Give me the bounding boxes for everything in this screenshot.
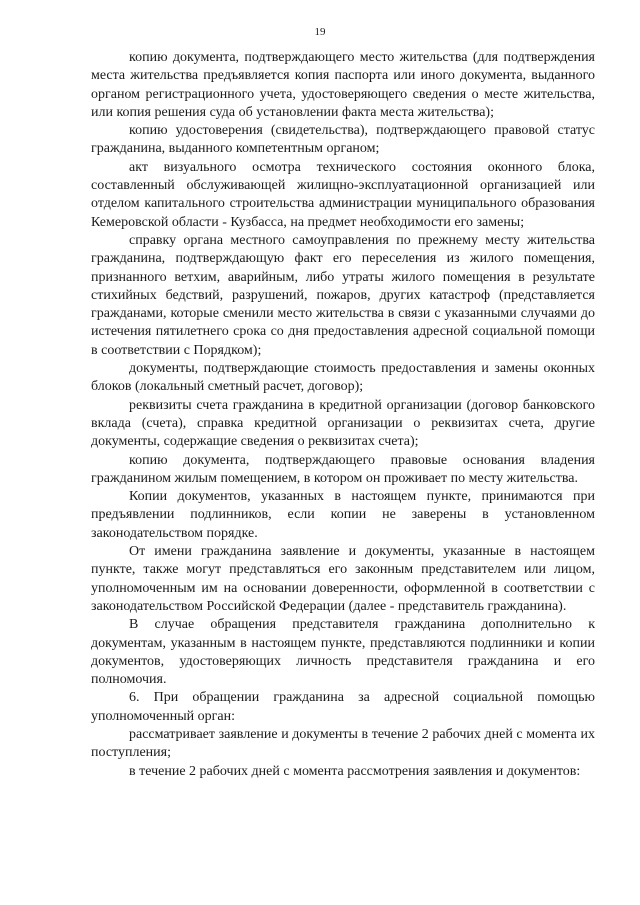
paragraph-bank-details: реквизиты счета гражданина в кредитной организации (договор банковского вклада (счета), справка кредитной организации о реквизитах счета, другие документы, содержащие сведения о реквизитах счета); [91,397,595,450]
paragraph-representative: От имени гражданина заявление и документы, указанные в настоящем пункте, также могут представляться его законным представителем или лицом, уполномоченным им на основании доверенности, оформленной в соответствии с законодательством Российской Федерации (далее - представитель гражданина). [91,544,595,614]
paragraph-residence-document: копию документа, подтверждающего место жительства (для подтверждения места жительства предъявляется копия паспорта или иного документа, выданного органом регистрационного учета, удостоверяющего сведения о месте жительства, или копия решения суда об установлении факта места жительства); [91,50,595,120]
paragraph-ownership-document: копию документа, подтверждающего правовые основания владения гражданином жилым помещением, в котором он проживает по месту жительства. [91,452,595,486]
paragraph-after-review: в течение 2 рабочих дней с момента рассмотрения заявления и документов: [129,763,581,779]
page-number: 19 [314,26,326,38]
paragraph-cost-documents: документы, подтверждающие стоимость предоставления и замены оконных блоков (локальный сметный расчет, договор); [91,361,595,395]
paragraph-relocation-certificate: справку органа местного самоуправления по прежнему месту жительства гражданина, подтверждающую факт его переселения из жилого помещения, признанного ветхим, аварийным, либо утраты жилого помещения в результате стихийных бедствий, разрушений, пожаров, других катастроф (представляется гражданами, которые сменили место жительства в связи с указанными случаями до истечения пятилетнего срока со дня предоставления адресной социальной помощи в соответствии с Порядком); [91,232,595,358]
paragraph-inspection-act: акт визуального осмотра технического состояния оконного блока, составленный обслуживающей жилищно-эксплуатационной организацией или отделом капитального строительства администрации муниципального образования Кемеровской области - Кузбасса, на предмет необходимости его замены; [91,159,595,230]
paragraph-copies-note: Копии документов, указанных в настоящем пункте, принимаются при предъявлении подлинников, если копии не заверены в установленном законодательством порядке. [91,489,595,541]
document-body [91,49,595,781]
paragraph-review-period: рассматривает заявление и документы в течение 2 рабочих дней с момента их поступления; [91,726,595,761]
paragraph-representative-documents: В случае обращения представителя гражданина дополнительно к документам, указанным в настоящем пункте, представляются подлинники и копии документов, удостоверяющих личность представителя гражданина и его полномочия. [91,617,595,688]
paragraph-section-6: 6. При обращении гражданина за адресной социальной помощью уполномоченный орган: [91,690,595,724]
paragraph-status-certificate: копию удостоверения (свидетельства), подтверждающего правовой статус гражданина, выданного компетентным органом; [91,123,595,157]
